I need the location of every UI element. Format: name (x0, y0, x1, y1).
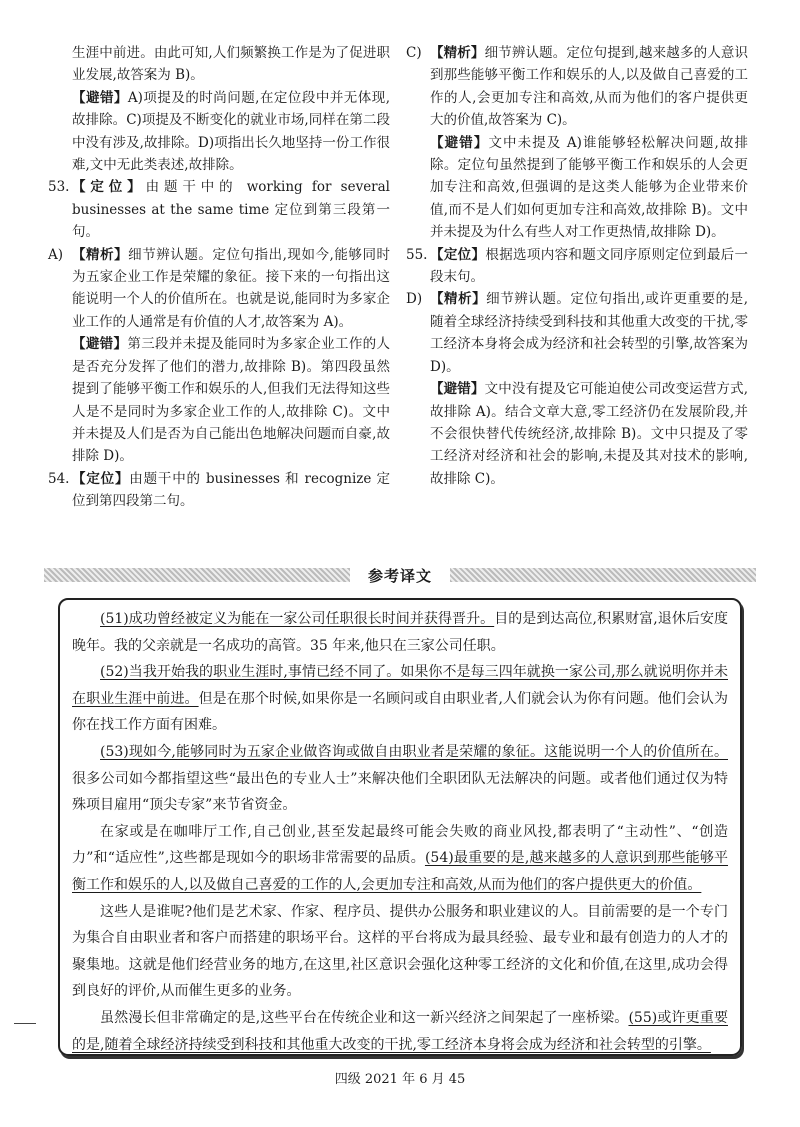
translation-paragraph: 这些人是谁呢?他们是艺术家、作家、程序员、提供办公服务和职业建议的人。目前需要的是一个专门为集合自由职业者和客户而搭建的职场平台。这样的平台将成为最具经验、最专业和最有创造力的人才的聚集地。这就是他们经营业务的地方,在这里,社区意识会强化这种零工经济的文化和价值,在这里,成功会得到良好的评价,从而催生更多的业务。 (72, 903, 728, 1000)
answer-53-error-note: 【避错】第三段并未提及能同时为多家企业工作的人是否充分发挥了他们的潜力,故排除 B)。第四段虽然提到了能够平衡工作和娱乐的人,但我们无法得知这些人是不是同时为多家企业工作的人,故排除 C)。文中并未提及人们是否为自己能出色地解决问题而自豪,故排除 D)。 (72, 336, 391, 465)
translation-paragraph: 虽然漫长但非常确定的是,这些平台在传统企业和这一新兴经济之间架起了一座桥梁。(55)或许更重要的是,随着全球经济持续受到科技和其他重大改变的干扰,零工经济本身将会成为经济和社会转型的引擎。 (72, 1009, 728, 1053)
answer-letter: C) (406, 45, 422, 61)
answer-letter: D) (406, 291, 423, 308)
section-title: 参考译文 (367, 567, 432, 585)
page-footer: 四级 2021 年 6 月 45 (334, 1072, 466, 1087)
answer-letter: A) (48, 246, 64, 263)
error-tag: 【避错】 (72, 89, 128, 106)
translation-paragraph: (51)成功曾经被定义为能在一家公司任职很长时间并获得晋升。目的是到达高位,积累财富,退休后安度晚年。我的父亲就是一名成功的高管。35 年来,他只在三家公司任职。 (72, 611, 728, 654)
question-55-locate: 55. 【定位】根据选项内容和题文同序原则定位到最后一段末句。 (408, 244, 748, 289)
question-number: 53. (48, 179, 70, 196)
header-stripe-right (450, 568, 756, 582)
translation-paragraph: (53)现如今,能够同时为五家企业做咨询或做自由职业者是荣耀的象征。这能说明一个人的价值所在。很多公司如今都指望这些“最出色的专业人士”来解决他们全职团队无法解决的问题。或者他们通过仅为特殊项目雇用“顶尖专家”来节省资金。 (72, 743, 728, 814)
answer-52-error-note: 【避错】A)项提及的时尚问题,在定位段中并无体现,故排除。C)项提及不断变化的就业市场,同样在第二段中没有涉及,故排除。D)项指出长久地坚持一份工作很难,文中无此类表述,故排除。 (72, 89, 391, 174)
translation-paragraph: (52)当我开始我的职业生涯时,事情已经不同了。如果你不是每三四年就换一家公司,那么就说明你并未在职业生涯中前进。但是在那个时候,如果你是一名顾问或自由职业者,人们就会认为你有问题。他们会认为你在找工作方面有困难。 (72, 664, 728, 734)
question-54-locate: 54. 【定位】由题干中的 businesses 和 recognize 定位到第四段第二句。 (50, 468, 390, 513)
margin-mark (14, 1023, 36, 1024)
header-stripe-left (44, 568, 350, 582)
left-column (50, 42, 390, 513)
answer-55-analysis: D) 【精析】细节辨认题。定位句指出,或许更重要的是,随着全球经济持续受到科技和其他重大改变的干扰,零工经济本身将会成为经济和社会转型的引擎,故答案为 D)。 (408, 288, 748, 378)
right-column (408, 42, 748, 490)
question-53-locate: 53. 【定位】由题干中的 working for several businesses at the same time 定位到第三段第一句。 (50, 176, 390, 243)
translation-text (72, 606, 728, 1058)
section-header-bar (44, 563, 756, 587)
translation-paragraph: 在家或是在咖啡厅工作,自己创业,甚至发起最终可能会失败的商业风投,都表明了“主动性”、“创造力”和“适应性”,这些都是现如今的职场非常需要的品质。(54)最重要的是,越来越多的人意识到那些能够平衡工作和娱乐的人,以及做自己喜爱的工作的人,会更加专注和高效,从而为他们的客户提供更大的价值。 (72, 823, 729, 893)
answer-53-analysis: A) 【精析】细节辨认题。定位句指出,现如今,能够同时为五家企业工作是荣耀的象征。接下来的一句指出这能说明一个人的价值所在。也就是说,能同时为多家企业工作的人通常是有价值的人才,故答案为 A)。 (50, 244, 390, 334)
question-number: 55. (406, 246, 428, 263)
answer-54-analysis: C) 【精析】细节辨认题。定位句提到,越来越多的人意识到那些能够平衡工作和娱乐的人,以及做自己喜爱的工作的人,会更加专注和高效,从而为他们的客户提供更大的价值,故答案为 C)。 (408, 42, 748, 132)
question-number: 54. (48, 470, 70, 487)
answer-55-error-note: 【避错】文中没有提及它可能迫使公司改变运营方式,故排除 A)。结合文章大意,零工经济仍在发展阶段,并不会很快替代传统经济,故排除 B)。文中只提及了零工经济对经济和社会的影响,未提及其对技术的影响,故排除 C)。 (430, 381, 748, 487)
answer-54-error-note: 【避错】文中未提及 A)谁能够轻松解决问题,故排除。定位句虽然提到了能够平衡工作和娱乐的人会更加专注和高效,但强调的是这类人能够为企业带来价值,而不是人们如何更加专注和高效,故排除 B)。文中并未提及为什么有些人对工作更热情,故排除 D)。 (430, 134, 748, 241)
answer-52-continuation: 生涯中前进。由此可知,人们频繁换工作是为了促进职业发展,故答案为 B)。 (72, 45, 390, 84)
